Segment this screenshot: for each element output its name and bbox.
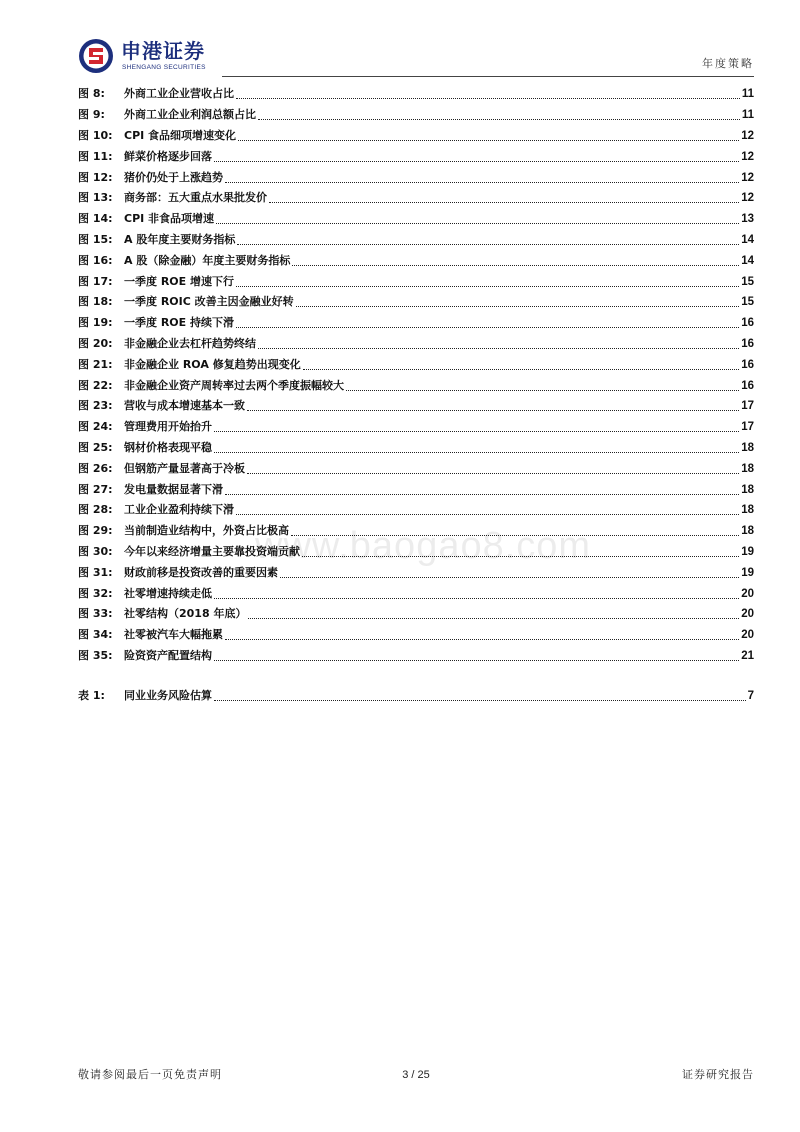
entry-title: 社零增速持续走低 [124, 586, 212, 600]
leader-dots [214, 699, 746, 701]
figure-entry[interactable] [78, 396, 754, 417]
leader-dots [269, 201, 739, 203]
leader-dots [247, 409, 739, 411]
figure-entry[interactable] [78, 230, 754, 251]
leader-dots [236, 97, 740, 99]
entry-title: 非金融企业资产周转率过去两个季度振幅较大 [124, 378, 344, 392]
leader-dots [225, 638, 739, 640]
entry-title: 鲜菜价格逐步回落 [124, 149, 212, 163]
entry-label: 图 31: [78, 565, 113, 579]
leader-dots [291, 534, 739, 536]
entry-page: 7 [747, 689, 754, 702]
leader-dots [236, 326, 739, 328]
figure-entry[interactable] [78, 542, 754, 563]
figure-entry[interactable] [78, 271, 754, 292]
entry-label: 图 9: [78, 108, 105, 122]
entry-page: 17 [741, 400, 754, 413]
entry-label: 图 8: [78, 87, 105, 101]
entry-title: 非金融企业去杠杆趋势终结 [124, 336, 256, 350]
section-gap [78, 666, 754, 685]
entry-page: 20 [741, 587, 754, 600]
brand-name-cn: 申港证券 [121, 39, 205, 63]
entry-page: 18 [741, 504, 754, 517]
leader-dots [225, 493, 739, 495]
leader-dots [216, 222, 739, 224]
leader-dots [236, 285, 739, 287]
leader-dots [238, 139, 739, 141]
brand-name-en: SHENGANG SECURITIES [122, 64, 206, 71]
shengang-logo-icon [78, 38, 114, 74]
figure-entry[interactable] [78, 375, 754, 396]
figure-entry[interactable] [78, 458, 754, 479]
entry-page: 20 [741, 608, 754, 621]
entry-page: 19 [741, 545, 754, 558]
figure-entry[interactable] [78, 479, 754, 500]
leader-dots [258, 118, 740, 120]
entry-page: 12 [741, 150, 754, 163]
entry-label: 图 22: [78, 378, 113, 392]
figure-entry[interactable] [78, 438, 754, 459]
figure-entry[interactable] [78, 334, 754, 355]
figure-entry[interactable] [78, 521, 754, 542]
figure-entry[interactable] [78, 167, 754, 188]
leader-dots [248, 617, 739, 619]
entry-label: 图 29: [78, 524, 113, 538]
entry-label: 图 34: [78, 628, 113, 642]
page-number: 3 / 25 [402, 1069, 430, 1081]
figure-entry[interactable] [78, 625, 754, 646]
entry-page: 17 [741, 421, 754, 434]
leader-dots [214, 597, 739, 599]
leader-dots [302, 555, 739, 557]
entry-title: 一季度 ROE 增速下行 [124, 274, 234, 288]
entry-label: 图 26: [78, 461, 113, 475]
leader-dots [296, 305, 740, 307]
leader-dots [258, 347, 739, 349]
entry-page: 16 [741, 317, 754, 330]
disclaimer-note: 敬请参阅最后一页免责声明 [78, 1068, 222, 1081]
entry-page: 21 [741, 649, 754, 662]
entry-label: 图 20: [78, 336, 113, 350]
leader-dots [237, 243, 739, 245]
figure-entry[interactable] [78, 417, 754, 438]
entry-title: A 股（除金融）年度主要财务指标 [124, 253, 291, 267]
entry-label: 图 28: [78, 503, 113, 517]
leader-dots [303, 368, 740, 370]
entry-title: CPI 非食品项增速 [124, 212, 215, 226]
entry-label: 图 17: [78, 274, 113, 288]
entry-page: 13 [741, 213, 754, 226]
entry-title: 钢材价格表现平稳 [124, 440, 212, 454]
entry-page: 18 [741, 462, 754, 475]
entry-page: 18 [741, 441, 754, 454]
entry-page: 14 [741, 254, 754, 267]
entry-label: 图 35: [78, 648, 113, 662]
report-category: 证券研究报告 [682, 1068, 754, 1081]
figure-entry[interactable] [78, 84, 754, 105]
entry-title: 外商工业企业利润总额占比 [124, 108, 256, 122]
figure-entry[interactable] [78, 105, 754, 126]
entry-label: 图 21: [78, 357, 113, 371]
figure-entry[interactable] [78, 126, 754, 147]
entry-page: 16 [741, 358, 754, 371]
entry-title: 商务部：五大重点水果批发价 [124, 191, 267, 205]
entry-label: 图 33: [78, 607, 113, 621]
figure-entry[interactable] [78, 583, 754, 604]
entry-page: 19 [741, 566, 754, 579]
entry-label: 图 16: [78, 253, 113, 267]
entry-page: 11 [741, 109, 754, 122]
leader-dots [247, 472, 739, 474]
entry-title: 非金融企业 ROA 修复趋势出现变化 [124, 357, 301, 371]
page-footer [78, 1068, 754, 1084]
entry-label: 图 25: [78, 440, 113, 454]
entry-label: 图 11: [78, 149, 113, 163]
entry-title: 营收与成本增速基本一致 [124, 399, 245, 413]
figure-entry[interactable] [78, 188, 754, 209]
figure-entry[interactable] [78, 292, 754, 313]
leader-dots [346, 389, 739, 391]
leader-dots [214, 160, 739, 162]
table-entry[interactable] [78, 685, 754, 706]
entry-page: 18 [741, 483, 754, 496]
entry-title: 财政前移是投资改善的重要因素 [124, 565, 278, 579]
entry-page: 16 [741, 379, 754, 392]
entry-title: 今年以来经济增量主要靠投资端贡献 [124, 544, 300, 558]
leader-dots [236, 513, 739, 515]
entry-title: CPI 食品细项增速变化 [124, 128, 237, 142]
leader-dots [225, 181, 739, 183]
entry-page: 15 [741, 275, 754, 288]
entry-label: 图 32: [78, 586, 113, 600]
entry-title: A 股年度主要财务指标 [124, 232, 236, 246]
leader-dots [292, 264, 739, 266]
figure-entry[interactable] [78, 500, 754, 521]
entry-page: 15 [741, 296, 754, 309]
entry-page: 20 [741, 629, 754, 642]
entry-label: 图 27: [78, 482, 113, 496]
figure-entry[interactable] [78, 146, 754, 167]
header-divider [222, 76, 754, 77]
entry-title: 同业业务风险估算 [124, 688, 212, 702]
leader-dots [280, 576, 739, 578]
figure-entry[interactable] [78, 313, 754, 334]
watermark: www.baogao8.com [255, 525, 592, 567]
entry-title: 一季度 ROE 持续下滑 [124, 316, 234, 330]
entry-label: 图 15: [78, 232, 113, 246]
table-of-figures [78, 84, 754, 706]
figure-entry[interactable] [78, 646, 754, 667]
entry-title: 猪价仍处于上涨趋势 [124, 170, 223, 184]
entry-title: 一季度 ROIC 改善主因金融业好转 [124, 295, 294, 309]
leader-dots [214, 430, 739, 432]
figure-entry[interactable] [78, 209, 754, 230]
figure-entry[interactable] [78, 562, 754, 583]
entry-label: 图 18: [78, 295, 113, 309]
entry-label: 图 14: [78, 212, 113, 226]
entry-page: 12 [741, 129, 754, 142]
figure-entry[interactable] [78, 354, 754, 375]
entry-title: 社零结构（2018 年底） [124, 607, 247, 621]
entry-label: 图 12: [78, 170, 113, 184]
entry-title: 社零被汽车大幅拖累 [124, 628, 223, 642]
entry-title: 当前制造业结构中，外资占比极高 [124, 524, 289, 538]
entry-page: 16 [741, 337, 754, 350]
page-header [78, 36, 754, 78]
leader-dots [214, 451, 739, 453]
entry-label: 图 19: [78, 316, 113, 330]
entry-label: 图 30: [78, 544, 113, 558]
entry-label: 图 24: [78, 420, 113, 434]
entry-page: 11 [741, 88, 754, 101]
entry-label: 表 1: [78, 688, 105, 702]
entry-title: 外商工业企业营收占比 [124, 87, 234, 101]
figure-entry[interactable] [78, 604, 754, 625]
entry-title: 发电量数据显著下滑 [124, 482, 223, 496]
entry-page: 14 [741, 233, 754, 246]
entry-label: 图 23: [78, 399, 113, 413]
entry-page: 18 [741, 525, 754, 538]
entry-page: 12 [741, 171, 754, 184]
figure-entry[interactable] [78, 250, 754, 271]
entry-title: 但钢筋产量显著高于冷板 [124, 461, 245, 475]
leader-dots [214, 659, 739, 661]
entry-label: 图 10: [78, 128, 113, 142]
entry-title: 管理费用开始抬升 [124, 420, 212, 434]
entry-page: 12 [741, 192, 754, 205]
entry-title: 工业企业盈利持续下滑 [124, 503, 234, 517]
report-type: 年度策略 [702, 57, 754, 70]
entry-label: 图 13: [78, 191, 113, 205]
entry-title: 险资资产配置结构 [124, 648, 212, 662]
